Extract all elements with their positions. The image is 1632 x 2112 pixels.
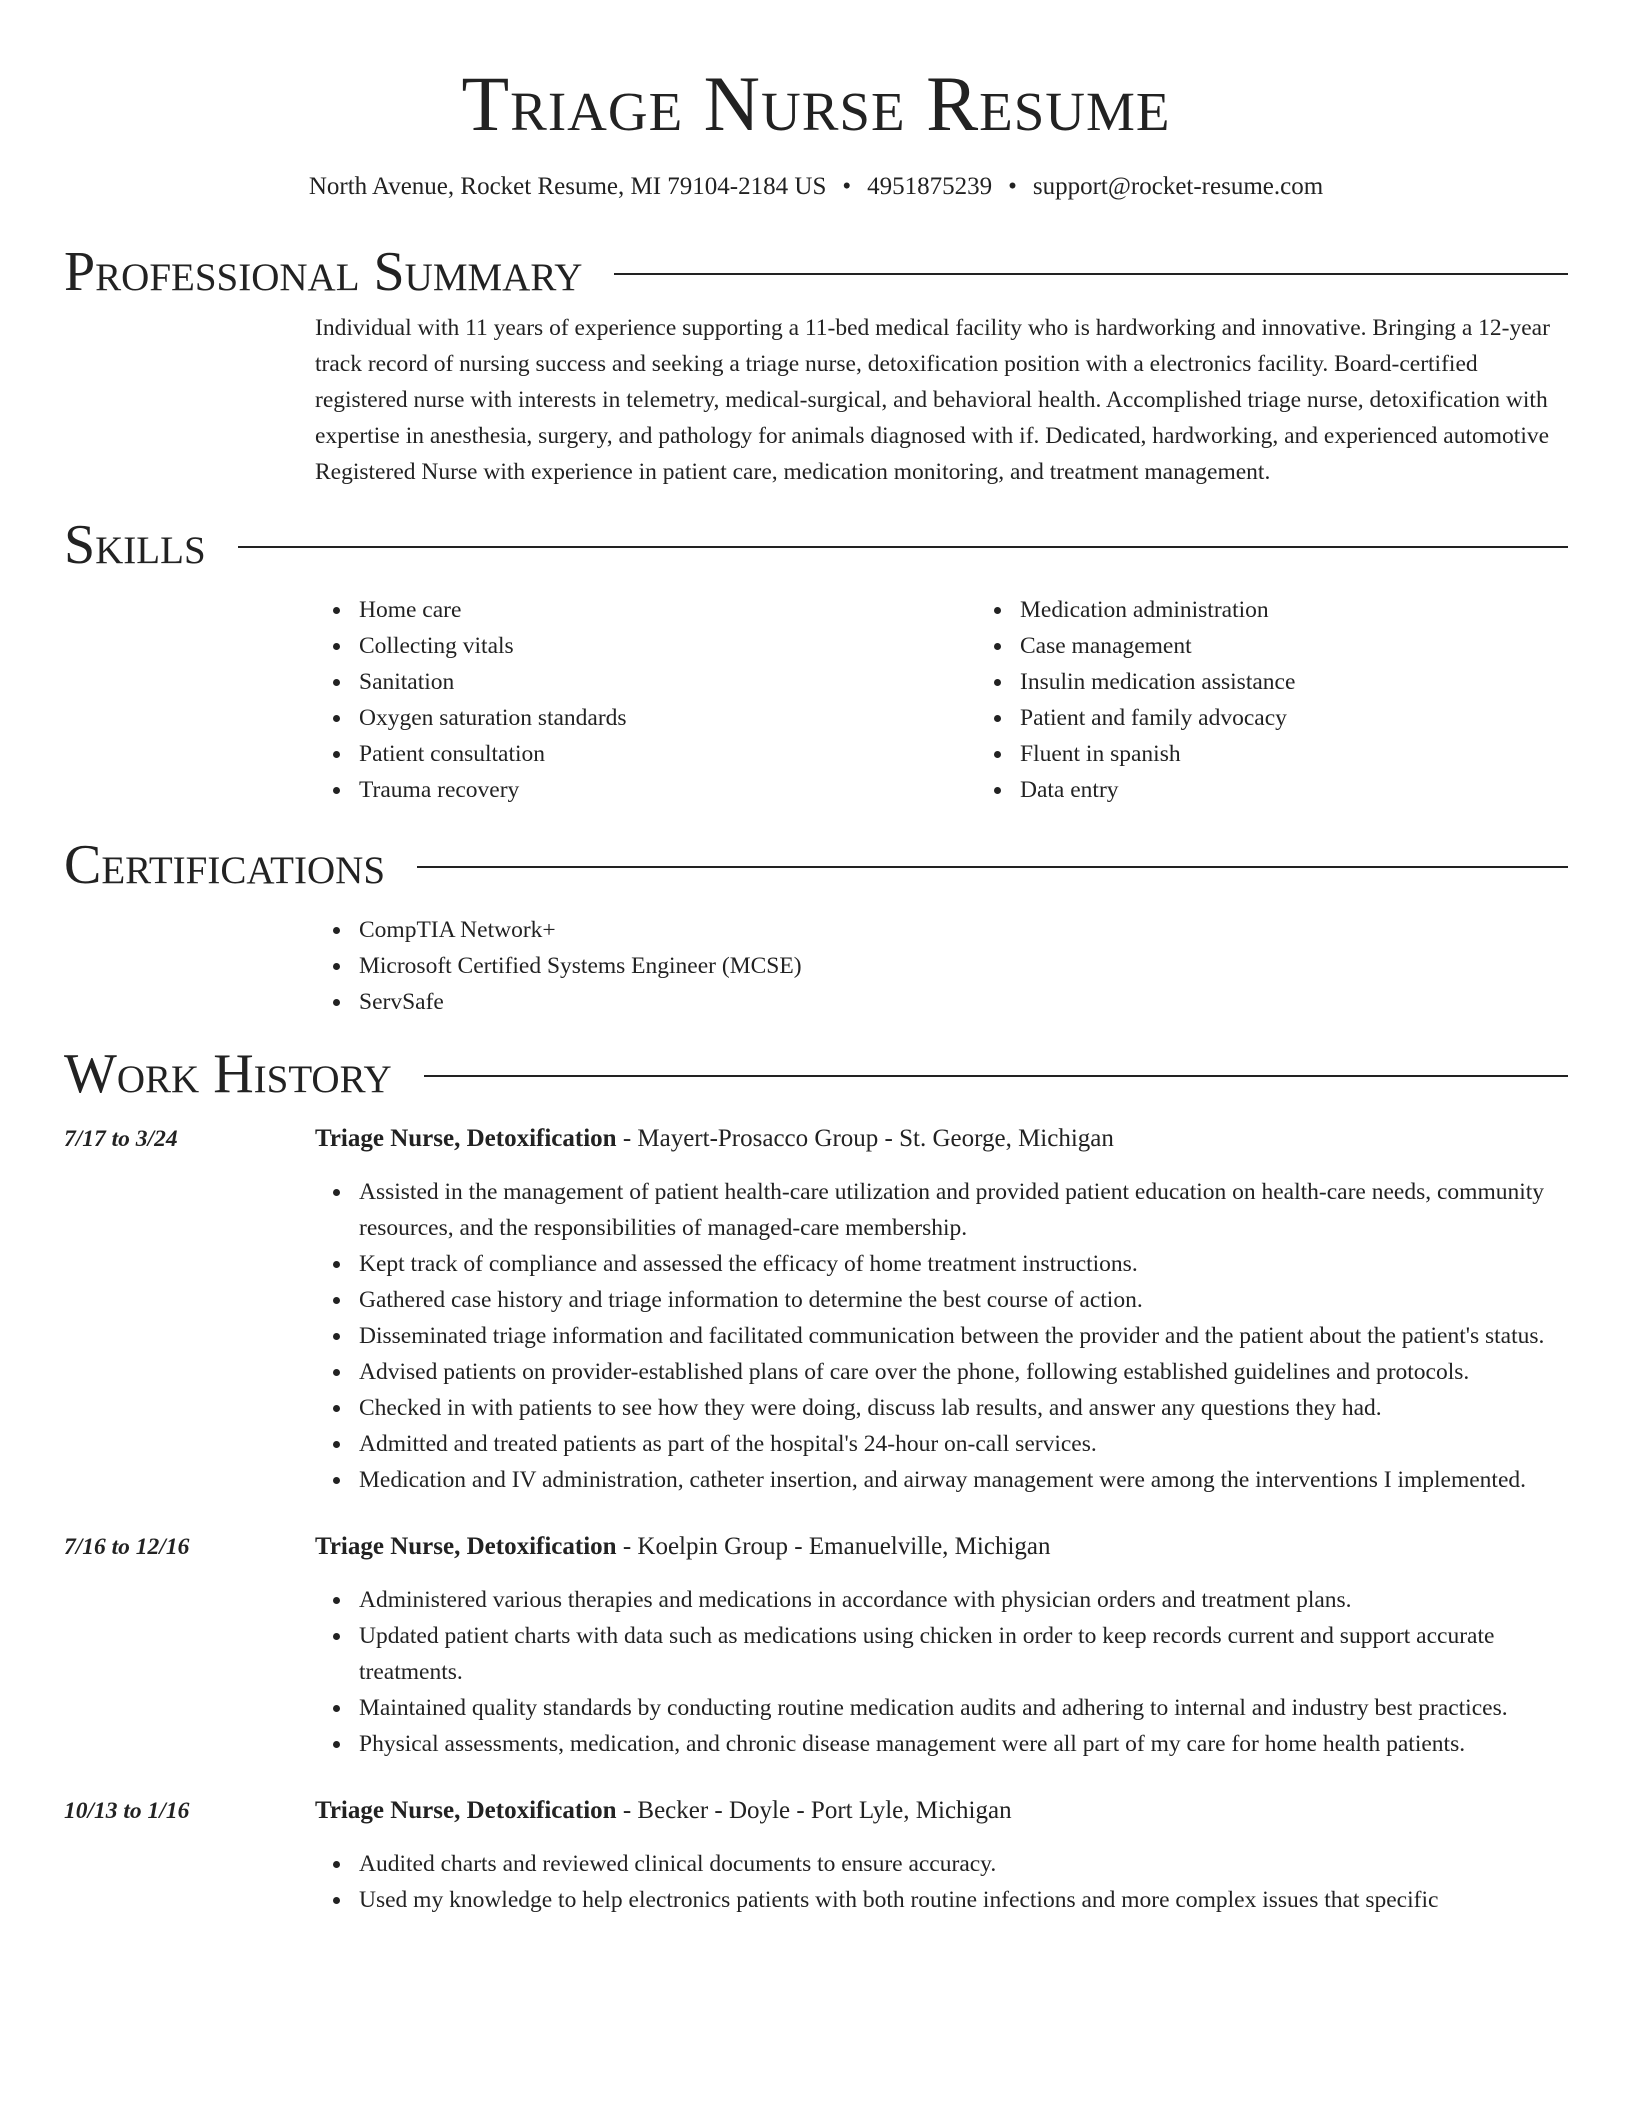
skill-item: Home care <box>359 592 976 628</box>
work-history-heading: Work History <box>64 1043 392 1105</box>
contact-address: North Avenue, Rocket Resume, MI 79104-2184 US <box>308 173 827 200</box>
job-dates: 7/17 to 3/24 <box>64 1126 178 1152</box>
job-title: Triage Nurse, Detoxification <box>315 1125 617 1152</box>
certification-item: ServSafe <box>359 984 1568 1020</box>
skill-item: Patient consultation <box>359 736 976 772</box>
summary-section <box>64 237 1568 490</box>
skill-item: Data entry <box>1020 772 1632 808</box>
job-bullet: Maintained quality standards by conducting routine medication audits and adhering to internal and industry best practices. <box>359 1690 1568 1726</box>
job-employer: - Mayert-Prosacco Group - St. George, Michigan <box>616 1125 1114 1152</box>
job-title-line <box>315 1529 1568 1565</box>
job-bullet: Disseminated triage information and facilitated communication between the provider and the patient about the patient's status. <box>359 1318 1568 1354</box>
resume-title: Triage Nurse Resume <box>461 60 1171 147</box>
section-divider <box>424 1075 1568 1077</box>
jobs-list <box>64 1121 1568 1918</box>
job-details <box>315 1529 1568 1762</box>
section-divider <box>417 866 1568 868</box>
job-bullet: Assisted in the management of patient health-care utilization and provided patient education on health-care needs, community resources, and the responsibilities of managed-care membership. <box>359 1174 1568 1246</box>
certifications-heading: Certifications <box>64 834 386 896</box>
job-bullet: Kept track of compliance and assessed the efficacy of home treatment instructions. <box>359 1246 1568 1282</box>
skill-item: Collecting vitals <box>359 628 976 664</box>
summary-header <box>64 237 1568 307</box>
job-bullet: Updated patient charts with data such as medications using chicken in order to keep records current and support accurate treatments. <box>359 1618 1568 1690</box>
skill-item: Sanitation <box>359 664 976 700</box>
contact-line <box>0 172 1632 202</box>
job-details <box>315 1121 1568 1498</box>
summary-heading: Professional Summary <box>64 241 583 303</box>
job-bullet: Administered various therapies and medications in accordance with physician orders and treatment plans. <box>359 1582 1568 1618</box>
job-entry <box>64 1121 1568 1498</box>
job-dates: 7/16 to 12/16 <box>64 1534 190 1560</box>
job-bullet: Admitted and treated patients as part of the hospital's 24-hour on-call services. <box>359 1426 1568 1462</box>
summary-body <box>315 310 1568 490</box>
job-entry <box>64 1529 1568 1762</box>
section-divider <box>614 273 1568 275</box>
skill-item: Case management <box>1020 628 1632 664</box>
section-divider <box>238 546 1568 548</box>
skill-item: Fluent in spanish <box>1020 736 1632 772</box>
job-bullet: Medication and IV administration, catheter insertion, and airway management were among the interventions I implemented. <box>359 1462 1568 1498</box>
skills-heading: Skills <box>64 514 206 576</box>
certifications-list <box>315 912 1568 1020</box>
skill-item: Oxygen saturation standards <box>359 700 976 736</box>
job-bullet: Gathered case history and triage information to determine the best course of action. <box>359 1282 1568 1318</box>
work-history-header <box>64 1039 1568 1109</box>
certifications-section <box>64 830 1568 1020</box>
job-title-line <box>315 1793 1568 1829</box>
skill-item: Trauma recovery <box>359 772 976 808</box>
summary-text: Individual with 11 years of experience supporting a 11-bed medical facility who is hardworking and innovative. Bringing a 12-year track record of nursing success and seeking a triage nurse, detoxification position with a electronics facility. Board-certified registered nurse with interests in telemetry, medical-surgical, and behavioral health. Accomplished triage nurse, detoxification with expertise in anesthesia, surgery, and pathology for animals diagnosed with if. Dedicated, hardworking, and experienced automotive Registered Nurse with experience in patient care, medication monitoring, and treatment management. <box>315 315 1550 485</box>
work-history-section <box>64 1039 1568 1918</box>
job-dates: 10/13 to 1/16 <box>64 1798 190 1824</box>
skills-header <box>64 510 1568 580</box>
job-bullets <box>315 1174 1568 1498</box>
skill-item: Patient and family advocacy <box>1020 700 1632 736</box>
skill-item: Medication administration <box>1020 592 1632 628</box>
contact-separator: • <box>842 173 852 200</box>
certification-item: CompTIA Network+ <box>359 912 1568 948</box>
job-details <box>315 1793 1568 1918</box>
job-bullet: Used my knowledge to help electronics patients with both routine infections and more complex issues that specific <box>359 1882 1568 1918</box>
certification-item: Microsoft Certified Systems Engineer (MCSE) <box>359 948 1568 984</box>
job-title: Triage Nurse, Detoxification <box>315 1797 617 1824</box>
contact-email: support@rocket-resume.com <box>1032 173 1324 200</box>
skills-list-right <box>976 592 1632 808</box>
job-entry <box>64 1793 1568 1918</box>
job-bullet: Checked in with patients to see how they were doing, discuss lab results, and answer any questions they had. <box>359 1390 1568 1426</box>
skills-list-left <box>315 592 976 808</box>
job-employer: - Becker - Doyle - Port Lyle, Michigan <box>616 1797 1012 1824</box>
job-bullet: Audited charts and reviewed clinical documents to ensure accuracy. <box>359 1846 1568 1882</box>
job-employer: - Koelpin Group - Emanuelville, Michigan <box>616 1533 1051 1560</box>
job-title: Triage Nurse, Detoxification <box>315 1533 617 1560</box>
skills-body <box>315 592 1568 808</box>
job-bullets <box>315 1582 1568 1762</box>
certifications-body <box>315 912 1568 1020</box>
skill-item: Insulin medication assistance <box>1020 664 1632 700</box>
contact-separator: • <box>1008 173 1017 200</box>
job-title-line <box>315 1121 1568 1157</box>
job-bullet: Physical assessments, medication, and chronic disease management were all part of my care for home health patients. <box>359 1726 1568 1762</box>
skills-grid <box>315 592 1568 808</box>
skills-section <box>64 510 1568 808</box>
job-bullet: Advised patients on provider-established plans of care over the phone, following established guidelines and protocols. <box>359 1354 1568 1390</box>
job-bullets <box>315 1846 1568 1918</box>
certifications-header <box>64 830 1568 900</box>
contact-phone: 4951875239 <box>867 173 993 200</box>
